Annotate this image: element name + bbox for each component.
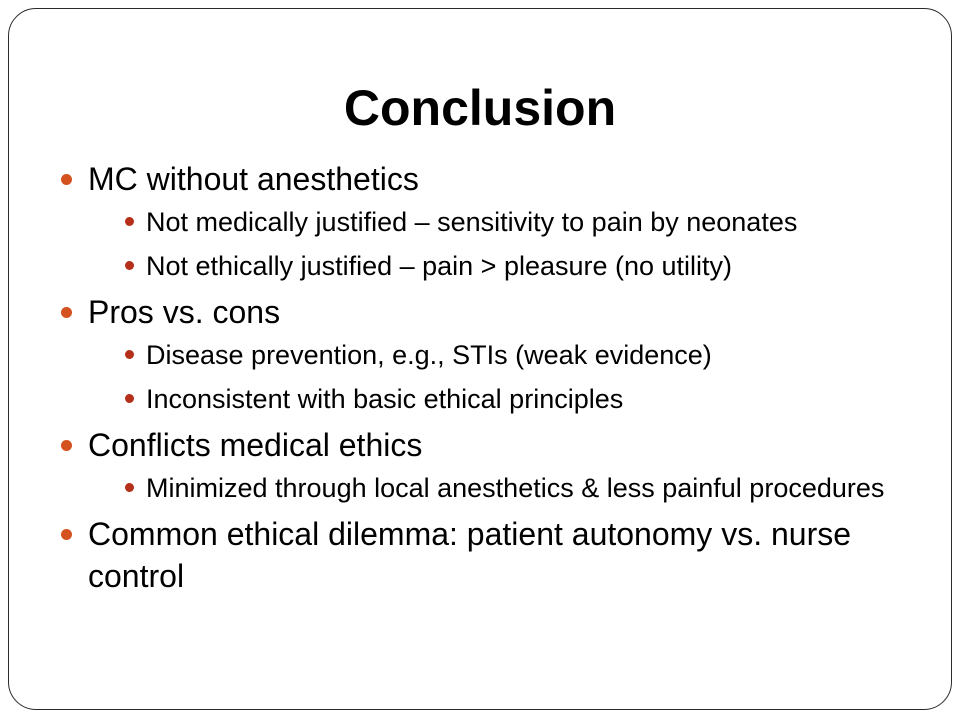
bullet-text: MC without anesthetics bbox=[88, 161, 419, 197]
sub-bullet-dot bbox=[125, 217, 134, 226]
bullet-dot bbox=[61, 440, 72, 451]
bullet-dot bbox=[61, 174, 72, 185]
sub-bullet-list bbox=[88, 202, 918, 286]
bullet-text: Conflicts medical ethics bbox=[88, 427, 423, 463]
sub-bullet-list bbox=[88, 335, 918, 419]
sub-bullet-dot bbox=[125, 394, 134, 403]
sub-bullet-item bbox=[88, 379, 918, 419]
sub-bullet-text: Not medically justified – sensitivity to pain by neonates bbox=[146, 207, 798, 237]
bullet-item bbox=[58, 513, 918, 597]
bullet-dot bbox=[61, 529, 72, 540]
sub-bullet-text: Not ethically justified – pain > pleasure (no utility) bbox=[146, 251, 733, 281]
bullet-text: Pros vs. cons bbox=[88, 294, 281, 330]
slide-title: Conclusion bbox=[343, 80, 617, 136]
sub-bullet-item bbox=[88, 335, 918, 375]
bullet-item bbox=[58, 291, 918, 419]
bullet-item bbox=[58, 424, 918, 508]
sub-bullet-item bbox=[88, 468, 918, 508]
bullet-list bbox=[58, 158, 918, 597]
sub-bullet-list bbox=[88, 468, 918, 508]
sub-bullet-text: Disease prevention, e.g., STIs (weak evidence) bbox=[146, 340, 712, 370]
bullet-dot bbox=[61, 307, 72, 318]
bullet-text: Common ethical dilemma: patient autonomy vs. nurse control bbox=[88, 516, 852, 594]
sub-bullet-dot bbox=[125, 261, 134, 270]
sub-bullet-text: Inconsistent with basic ethical principles bbox=[146, 384, 624, 414]
sub-bullet-text: Minimized through local anesthetics & less painful procedures bbox=[146, 473, 885, 503]
sub-bullet-dot bbox=[125, 483, 134, 492]
sub-bullet-item bbox=[88, 202, 918, 242]
sub-bullet-dot bbox=[125, 350, 134, 359]
sub-bullet-item bbox=[88, 246, 918, 286]
bullet-item bbox=[58, 158, 918, 286]
